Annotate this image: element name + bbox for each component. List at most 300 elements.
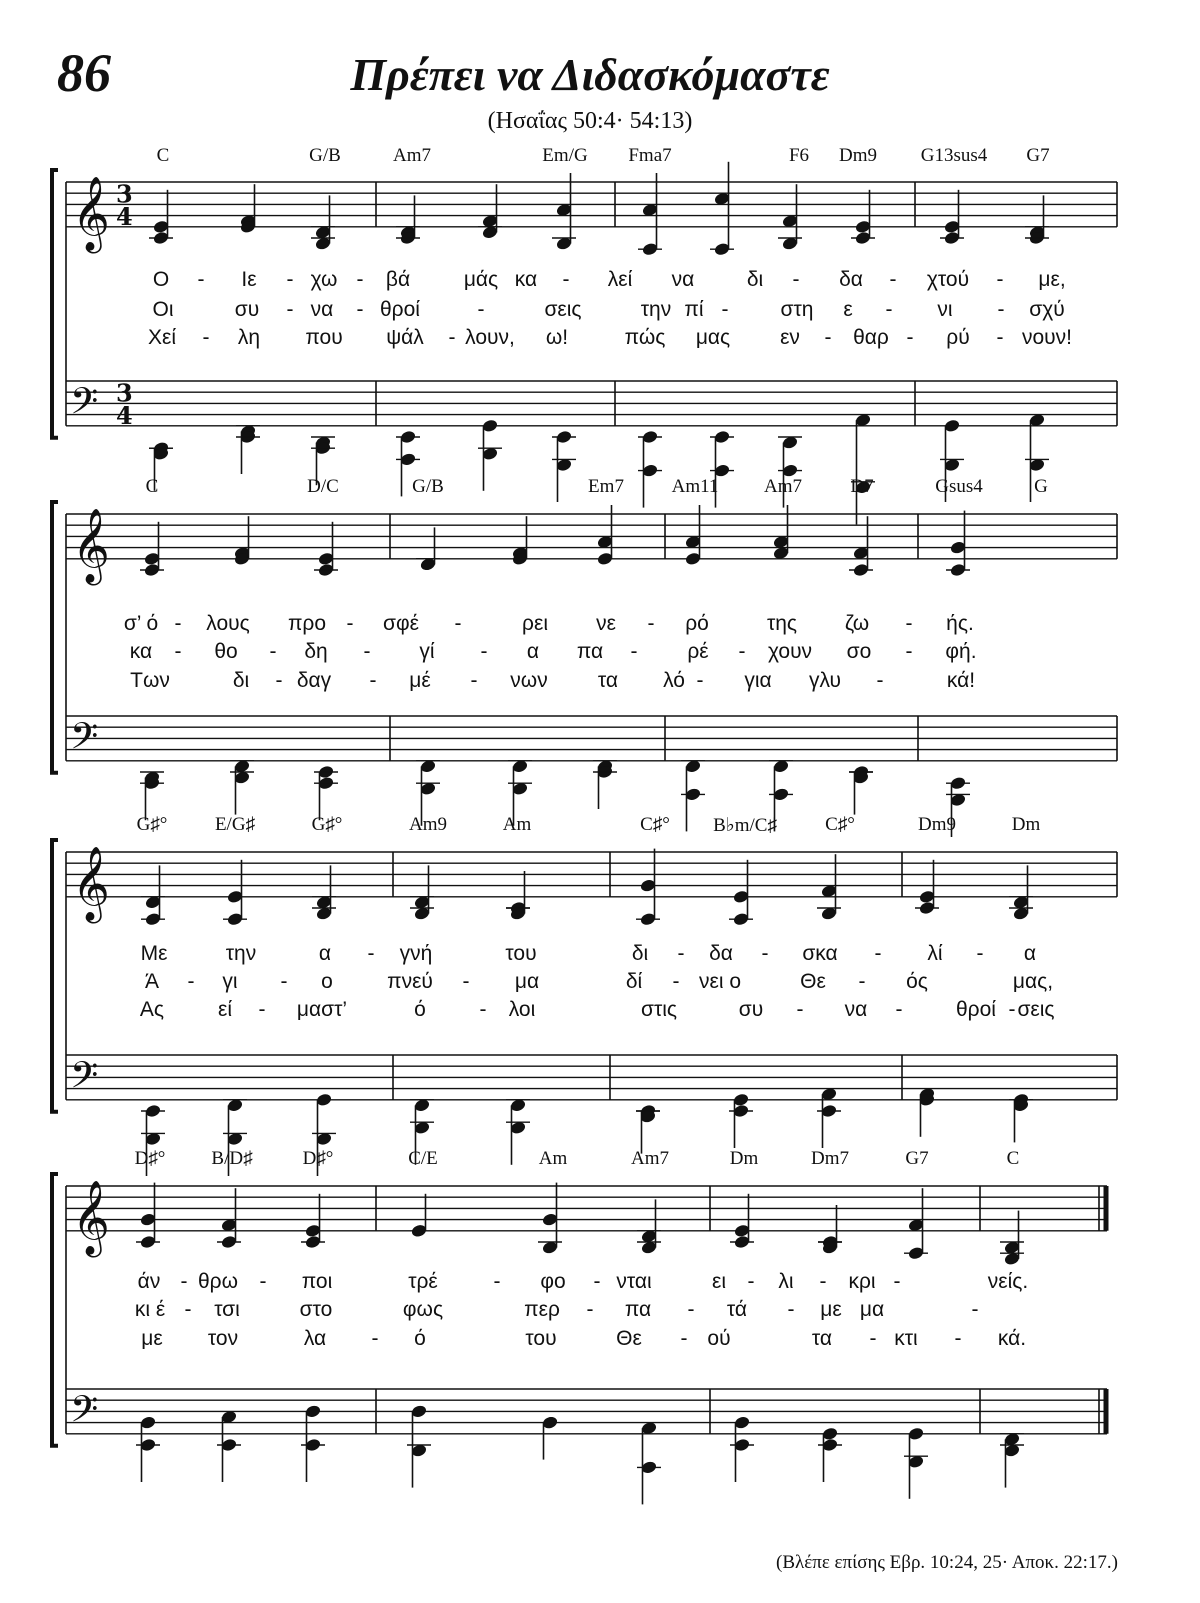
- lyric-syllable: κά!: [946, 669, 976, 692]
- lyric-syllable: λι: [778, 1270, 794, 1293]
- lyric-hyphen: -: [184, 1298, 192, 1321]
- system-bracket: [52, 1174, 58, 1446]
- lyric-syllable: Ά: [144, 970, 160, 993]
- lyric-hyphen: -: [893, 1270, 901, 1293]
- lyric-hyphen: -: [480, 640, 488, 663]
- chord-symbol: G7: [905, 1148, 929, 1169]
- treble-staff: [66, 179, 1117, 227]
- lyric-syllable: α: [318, 942, 332, 965]
- chord-symbol: Gsus4: [935, 476, 983, 497]
- lyric-syllable: Ο: [152, 268, 170, 291]
- lyric-syllable: την: [225, 942, 257, 965]
- lyric-syllable: σχύ: [1029, 298, 1065, 321]
- lyric-syllable: δα: [839, 268, 863, 291]
- bass-clef: 𝄢: [70, 715, 99, 767]
- treble-note: [818, 1205, 842, 1255]
- lyric-syllable: τσι: [214, 1298, 240, 1321]
- chord-symbol: F6: [788, 145, 810, 166]
- lyric-syllable: θροί: [380, 298, 420, 321]
- system-bracket: [52, 170, 58, 438]
- lyric-syllable: τον: [207, 1327, 239, 1350]
- lyric-hyphen: -: [680, 1327, 688, 1350]
- lyric-hyphen: -: [647, 612, 655, 635]
- lyric-syllable: μάς: [463, 268, 499, 291]
- song-number: 86: [57, 43, 111, 103]
- lyric-syllable: θρω: [197, 1270, 239, 1293]
- bass-clef: 𝄢: [70, 1388, 99, 1440]
- lyric-syllable: ει: [711, 1270, 727, 1293]
- system-bracket: [52, 502, 58, 773]
- treble-note: [506, 871, 530, 921]
- lyric-syllable: λοι: [508, 998, 536, 1021]
- bass-clef: 𝄢: [70, 380, 99, 432]
- chord-symbol: Dm7: [811, 1148, 849, 1169]
- lyric-hyphen: -: [677, 942, 685, 965]
- treble-clef: 𝄞: [72, 508, 110, 583]
- lyric-syllable: φως: [402, 1298, 444, 1321]
- bass-note: [301, 1404, 325, 1482]
- lyric-hyphen: -: [996, 268, 1004, 291]
- lyric-syllable: Θε: [800, 970, 826, 993]
- lyric-hyphen: -: [885, 298, 893, 321]
- system-4: [52, 1174, 1106, 1446]
- lyric-syllable: στο: [299, 1298, 333, 1321]
- lyric-hyphen: -: [996, 326, 1004, 349]
- treble-note: [511, 516, 528, 566]
- lyric-syllable: λους: [206, 612, 250, 635]
- treble-clef: 𝄞: [72, 846, 110, 921]
- lyric-syllable: λουν,: [465, 326, 515, 349]
- lyric-syllable: Με: [140, 942, 168, 965]
- lyric-syllable: λί: [927, 942, 943, 965]
- lyric-hyphen: -: [180, 1270, 188, 1293]
- lyric-hyphen: -: [202, 326, 210, 349]
- lyric-syllable: νων: [510, 669, 548, 692]
- lyric-hyphen: -: [1008, 998, 1016, 1021]
- lyric-hyphen: -: [895, 998, 903, 1021]
- lyric-hyphen: -: [630, 640, 638, 663]
- treble-note: [729, 860, 753, 927]
- lyric-syllable: πα: [624, 1298, 652, 1321]
- treble-staff: [66, 1186, 1107, 1231]
- lyric-syllable: την: [640, 298, 672, 321]
- chord-symbol: D♯°: [302, 1148, 334, 1169]
- lyric-syllable: ψάλ: [386, 326, 424, 349]
- lyric-syllable: ός: [906, 970, 928, 993]
- treble-note: [904, 1188, 928, 1260]
- lyric-syllable: ρέ: [687, 640, 709, 663]
- chord-symbol: Em/G: [542, 145, 588, 166]
- chord-symbol: G/B: [412, 476, 444, 497]
- treble-note: [233, 516, 250, 566]
- lyric-hyphen: -: [889, 268, 897, 291]
- lyric-hyphen: -: [187, 970, 195, 993]
- bass-note: [230, 759, 254, 815]
- footer-note: (Βλέπε επίσης Εβρ. 10:24, 25· Αποκ. 22:17.): [776, 1552, 1118, 1573]
- lyric-syllable: τα: [811, 1327, 833, 1350]
- lyric-syllable: στη: [780, 298, 814, 321]
- treble-note: [538, 1183, 562, 1255]
- bass-note: [730, 1415, 754, 1482]
- lyric-syllable: δι: [232, 669, 250, 692]
- system-1: [52, 170, 1117, 438]
- lyric-syllable: μας: [695, 326, 731, 349]
- lyric-syllable: λό: [663, 669, 685, 692]
- lyric-syllable: ρό: [685, 612, 709, 635]
- chord-symbol: C♯°: [640, 814, 670, 835]
- lyric-hyphen: -: [493, 1270, 501, 1293]
- lyric-hyphen: -: [787, 1298, 795, 1321]
- chord-symbol: D7: [850, 476, 874, 497]
- lyric-syllable: πώς: [624, 326, 666, 349]
- bass-note: [236, 424, 260, 474]
- lyric-syllable: κά.: [997, 1327, 1027, 1350]
- lyric-syllable: του: [505, 942, 537, 965]
- bass-note: [849, 765, 873, 815]
- lyric-syllable: γί: [419, 640, 435, 663]
- lyric-syllable: θαρ: [853, 326, 889, 349]
- lyric-hyphen: -: [905, 640, 913, 663]
- lyric-hyphen: -: [761, 942, 769, 965]
- lyric-syllable: μα: [514, 970, 540, 993]
- lyric-syllable: με: [820, 1298, 842, 1321]
- bass-note: [729, 1092, 753, 1148]
- lyric-hyphen: -: [562, 268, 570, 291]
- lyric-syllable: μέ: [409, 669, 431, 692]
- system-bracket: [52, 840, 58, 1112]
- treble-note: [636, 849, 660, 927]
- treble-clef: 𝄞: [72, 1180, 110, 1255]
- lyric-syllable: δα: [709, 942, 733, 965]
- chord-symbol: Am7: [393, 145, 431, 166]
- treble-note: [552, 173, 576, 251]
- lyric-syllable: ό: [414, 1327, 426, 1350]
- lyric-hyphen: -: [687, 1298, 695, 1321]
- chord-symbol: C: [156, 145, 170, 166]
- lyric-hyphen: -: [876, 669, 884, 692]
- bass-note: [136, 1415, 160, 1482]
- treble-clef: 𝄞: [72, 176, 110, 251]
- lyric-syllable: τά: [726, 1298, 748, 1321]
- lyric-syllable: κτι: [894, 1327, 918, 1350]
- treble-note: [710, 162, 734, 257]
- chord-symbol: B/D♯: [211, 1148, 253, 1169]
- chord-symbol: Am9: [409, 814, 447, 835]
- lyric-syllable: με: [141, 1327, 163, 1350]
- chord-symbol: G♯°: [136, 814, 168, 835]
- lyric-hyphen: -: [462, 970, 470, 993]
- lyric-hyphen: -: [593, 1270, 601, 1293]
- chord-symbol: G♯°: [311, 814, 343, 835]
- lyric-hyphen: -: [479, 998, 487, 1021]
- lyric-hyphen: -: [258, 998, 266, 1021]
- lyric-syllable: νε: [596, 612, 616, 635]
- lyric-syllable: Χεί: [147, 326, 177, 349]
- bass-note: [217, 1410, 241, 1482]
- bass-time-beats: 3: [116, 378, 133, 408]
- bass-time-unit: 4: [116, 401, 133, 431]
- bass-note: [140, 770, 164, 820]
- lyric-syllable: γι: [222, 970, 238, 993]
- lyric-syllable: φή.: [945, 640, 977, 663]
- lyric-hyphen: -: [869, 1327, 877, 1350]
- chord-symbol: G/B: [309, 145, 341, 166]
- lyric-hyphen: -: [286, 298, 294, 321]
- lyric-syllable: ό: [414, 998, 426, 1021]
- lyric-syllable: νται: [616, 1270, 652, 1293]
- lyric-hyphen: -: [174, 612, 182, 635]
- lyric-syllable: ποι: [301, 1270, 333, 1293]
- treble-note: [817, 854, 841, 921]
- treble-note: [410, 1194, 427, 1238]
- lyric-syllable: Ιε: [241, 268, 257, 291]
- lyric-syllable: λα: [303, 1327, 327, 1350]
- treble-note: [1025, 195, 1049, 245]
- treble-note: [239, 184, 256, 234]
- bass-staff: [66, 716, 1117, 761]
- treble-time-unit: 4: [116, 202, 133, 232]
- lyric-hyphen: -: [796, 998, 804, 1021]
- lyric-hyphen: -: [997, 298, 1005, 321]
- chord-symbol: Dm: [1011, 814, 1041, 835]
- system-3: [52, 840, 1117, 1112]
- lyric-syllable: άν: [137, 1270, 161, 1293]
- chord-symbol: D/C: [307, 476, 339, 497]
- chord-symbol: C: [1006, 1148, 1020, 1169]
- lyric-hyphen: -: [356, 268, 364, 291]
- bass-note: [506, 1098, 530, 1165]
- bass-note: [638, 430, 662, 508]
- lyric-syllable: ω!: [545, 326, 569, 349]
- lyric-hyphen: -: [280, 970, 288, 993]
- treble-note: [946, 511, 970, 578]
- lyric-syllable: συ: [738, 998, 764, 1021]
- lyric-hyphen: -: [477, 298, 485, 321]
- treble-note: [136, 1183, 160, 1250]
- chord-symbol: Am: [538, 1148, 568, 1169]
- lyric-syllable: προ: [287, 612, 327, 635]
- scripture-reference: (Ησαΐας 50:4· 54:13): [487, 108, 693, 134]
- lyric-syllable: με,: [1038, 268, 1066, 291]
- lyric-hyphen: -: [174, 640, 182, 663]
- lyric-hyphen: -: [586, 1298, 594, 1321]
- lyric-syllable: τρέ: [408, 1270, 438, 1293]
- bass-clef: 𝄢: [70, 1054, 99, 1106]
- lyric-syllable: δι: [631, 942, 649, 965]
- lyric-hyphen: -: [275, 669, 283, 692]
- lyric-syllable: γλυ: [809, 669, 841, 692]
- lyric-syllable: νουν!: [1022, 326, 1072, 349]
- chord-symbol: Am7: [631, 1148, 669, 1169]
- lyric-syllable: εν: [780, 326, 800, 349]
- treble-note: [851, 190, 875, 246]
- bass-staff: [66, 378, 1117, 426]
- lyric-syllable: που: [305, 326, 343, 349]
- treble-note: [416, 527, 440, 571]
- lyric-syllable: χω: [310, 268, 338, 291]
- lyric-syllable: θο: [214, 640, 238, 663]
- lyric-syllable: της: [766, 612, 798, 635]
- lyric-syllable: να: [310, 298, 334, 321]
- lyric-hyphen: -: [905, 612, 913, 635]
- lyric-syllable: να: [844, 998, 868, 1021]
- lyric-syllable: λη: [237, 326, 261, 349]
- lyric-syllable: ής.: [946, 612, 974, 635]
- chord-symbol: Am7: [764, 476, 802, 497]
- lyric-hyphen: -: [367, 942, 375, 965]
- lyric-syllable: α: [1023, 942, 1037, 965]
- chord-symbol: Em7: [588, 476, 624, 497]
- lyric-syllable: δαγ: [296, 669, 332, 692]
- lyric-syllable: μα: [859, 1298, 885, 1321]
- treble-note: [301, 1194, 325, 1250]
- lyric-hyphen: -: [819, 1270, 827, 1293]
- lyric-syllable: δί: [625, 970, 643, 993]
- lyric-hyphen: -: [259, 1270, 267, 1293]
- treble-note: [223, 860, 247, 927]
- lyric-syllable: δη: [304, 640, 328, 663]
- chord-symbol: Fma7: [628, 145, 672, 166]
- chord-symbol: G: [1034, 476, 1048, 497]
- lyric-syllable: φο: [540, 1270, 566, 1293]
- lyric-syllable: σφέ: [383, 612, 419, 635]
- treble-note: [940, 190, 964, 246]
- lyric-syllable: ζω: [844, 612, 870, 635]
- lyric-syllable: Θε: [616, 1327, 642, 1350]
- bass-note: [552, 430, 576, 502]
- lyric-hyphen: -: [954, 1327, 962, 1350]
- lyric-hyphen: -: [346, 612, 354, 635]
- chord-symbol: G7: [1026, 145, 1050, 166]
- chord-symbol: C/E: [408, 1148, 438, 1169]
- bass-note: [904, 1426, 928, 1498]
- lyric-syllable: πί: [684, 298, 704, 321]
- lyric-hyphen: -: [824, 326, 832, 349]
- lyric-hyphen: -: [356, 298, 364, 321]
- treble-time-beats: 3: [116, 179, 133, 209]
- lyric-syllable: νείς.: [987, 1270, 1029, 1293]
- bass-note: [593, 759, 617, 809]
- lyric-hyphen: -: [672, 970, 680, 993]
- lyric-syllable: για: [744, 669, 772, 692]
- lyric-syllable: ε: [843, 298, 853, 321]
- lyric-hyphen: -: [363, 640, 371, 663]
- treble-staff: [66, 852, 1117, 897]
- lyric-syllable: ο: [321, 970, 333, 993]
- lyric-hyphen: -: [696, 669, 704, 692]
- bass-note: [314, 765, 338, 821]
- treble-note: [396, 195, 420, 245]
- lyric-hyphen: -: [721, 298, 729, 321]
- lyric-syllable: ρύ: [946, 326, 970, 349]
- lyric-syllable: σ’ ό: [123, 612, 159, 635]
- lyric-hyphen: -: [971, 1298, 979, 1321]
- lyric-syllable: σκα: [802, 942, 838, 965]
- lyric-syllable: σο: [846, 640, 872, 663]
- lyric-syllable: γνή: [399, 942, 433, 965]
- lyric-syllable: να: [671, 268, 695, 291]
- lyric-syllable: Των: [130, 669, 170, 692]
- bass-note: [541, 1415, 558, 1459]
- chord-symbol: D♯°: [134, 1148, 166, 1169]
- lyric-syllable: νει ο: [698, 970, 742, 993]
- bass-note: [681, 759, 705, 831]
- bass-note: [918, 1087, 935, 1137]
- lyric-syllable: συ: [234, 298, 260, 321]
- lyric-hyphen: -: [858, 970, 866, 993]
- lyric-syllable: σεις: [544, 298, 582, 321]
- lyric-syllable: ρει: [522, 612, 548, 635]
- lyric-syllable: χτού: [926, 268, 970, 291]
- lyric-syllable: χουν: [767, 640, 813, 663]
- bass-note: [818, 1426, 842, 1482]
- lyric-hyphen: -: [197, 268, 205, 291]
- bass-note: [407, 1404, 431, 1488]
- chord-symbol: Dm9: [839, 145, 877, 166]
- lyric-hyphen: -: [269, 640, 277, 663]
- lyric-syllable: νι: [937, 298, 953, 321]
- lyric-syllable: σεις: [1017, 998, 1055, 1021]
- treble-note: [730, 1194, 754, 1250]
- lyric-syllable: θροί: [956, 998, 996, 1021]
- chord-symbol: E/G♯: [214, 814, 256, 835]
- lyric-syllable: λεί: [607, 268, 633, 291]
- lyric-syllable: α: [526, 640, 540, 663]
- lyric-syllable: κα: [129, 640, 153, 663]
- lyric-hyphen: -: [874, 942, 882, 965]
- lyric-hyphen: -: [792, 268, 800, 291]
- lyric-syllable: Ας: [139, 998, 165, 1021]
- lyric-hyphen: -: [906, 326, 914, 349]
- lyric-syllable: μας,: [1012, 970, 1054, 993]
- bass-staff: [66, 1055, 1117, 1100]
- lyric-hyphen: -: [371, 1327, 379, 1350]
- bass-note: [1000, 1432, 1024, 1488]
- bass-note: [817, 1087, 841, 1148]
- lyric-hyphen: -: [369, 669, 377, 692]
- song-title: Πρέπει να Διδασκόμαστε: [350, 49, 830, 100]
- treble-note: [149, 190, 173, 246]
- chord-symbol: G13sus4: [920, 145, 988, 166]
- treble-note: [778, 184, 802, 251]
- chord-symbol: Am: [502, 814, 532, 835]
- chord-symbol: Dm: [729, 1148, 759, 1169]
- lyric-hyphen: -: [976, 942, 984, 965]
- lyric-hyphen: -: [286, 268, 294, 291]
- chord-symbol: Am11: [671, 476, 719, 497]
- chord-symbol: Dm9: [918, 814, 956, 835]
- lyric-hyphen: -: [470, 669, 478, 692]
- chord-symbol: C♯°: [825, 814, 855, 835]
- treble-note: [638, 173, 662, 257]
- lyric-syllable: πνεύ: [387, 970, 433, 993]
- chord-symbol: C: [145, 476, 159, 497]
- lyric-hyphen: -: [747, 1270, 755, 1293]
- bass-note: [1009, 1092, 1033, 1142]
- bass-note: [636, 1104, 660, 1154]
- lyric-syllable: πα: [576, 640, 604, 663]
- lyric-hyphen: -: [448, 326, 456, 349]
- lyric-hyphen: -: [454, 612, 462, 635]
- chord-symbol: B♭m/C♯: [713, 815, 777, 836]
- lyric-syllable: του: [525, 1327, 557, 1350]
- lyric-syllable: κρι: [848, 1270, 876, 1293]
- lyric-syllable: περ: [524, 1298, 560, 1321]
- lyric-syllable: κι έ: [134, 1298, 166, 1321]
- lyric-syllable: εί: [217, 998, 233, 1021]
- lyric-syllable: βά: [385, 268, 411, 291]
- treble-note: [140, 522, 164, 578]
